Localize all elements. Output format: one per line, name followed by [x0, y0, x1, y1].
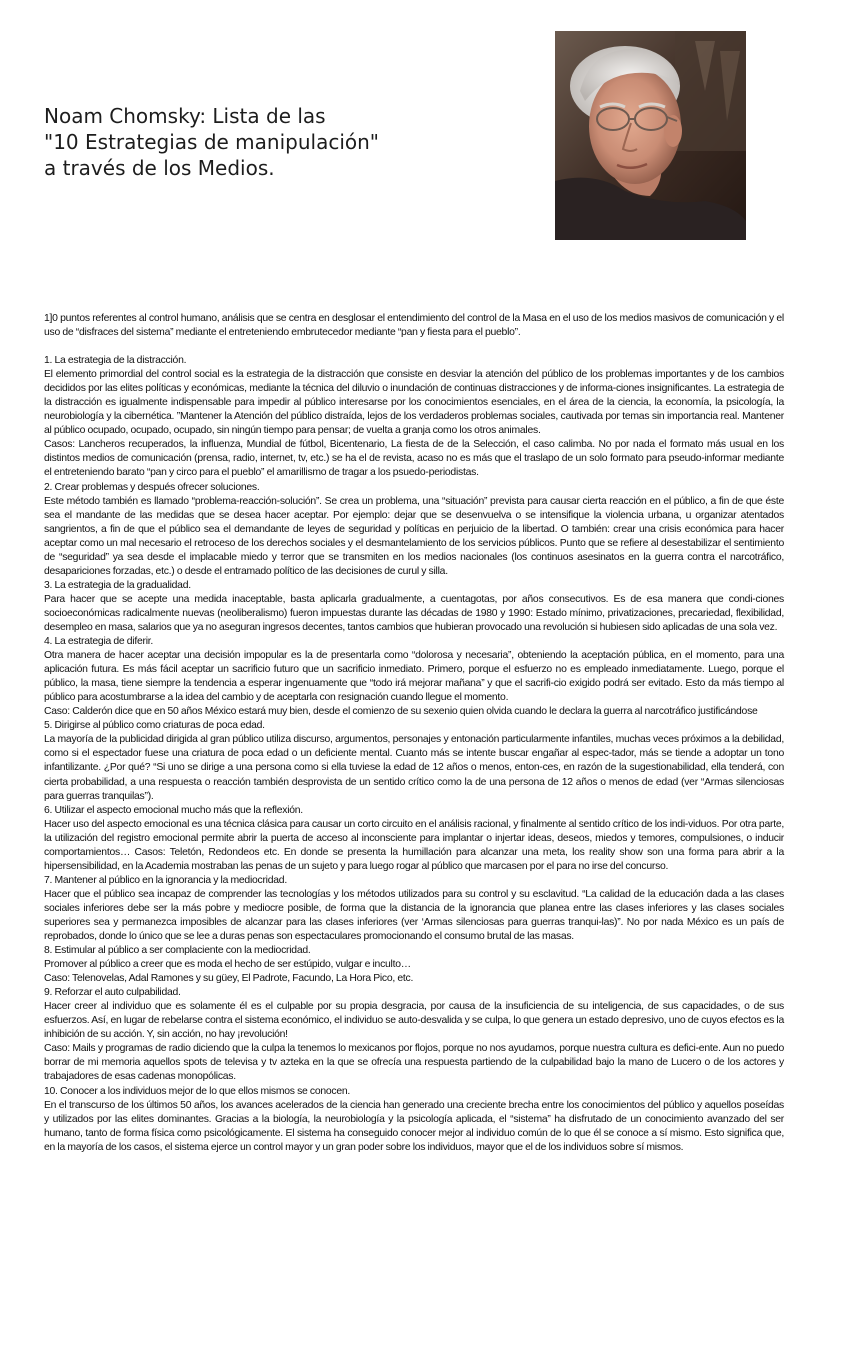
portrait-photo [555, 31, 746, 240]
section-heading: 1. La estrategia de la distracción. [44, 355, 187, 367]
section-heading: 5. Dirigirse al público como criaturas de poca edad. [44, 720, 265, 732]
portrait-icon [555, 31, 746, 240]
title-line-3: a través de los Medios. [44, 156, 275, 180]
page-title [44, 103, 484, 181]
section-paragraph: La mayoría de la publicidad dirigida al gran público utiliza discurso, argumentos, personajes y entonación particularmente infantiles, muchas veces próximos a la debilidad, como si el espectador fuese una criatura de poca edad o un deficiente mental. Cuanto más se intente buscar engañar al espec-tador, más se tiende a adoptar un tono infantilizante. ¿Por qué? “Si uno se dirige a una persona como si ella tuviese la edad de 12 años o menos, enton-ces, en razón de la sugestionabilidad, ella tenderá, con cierta probabilidad, a una respuesta o reacción también desprovista de un sentido crítico como la de una persona de 12 años o menos de edad (ver “Armas silenciosas para guerras tranquilas”). [44, 734, 784, 802]
section-paragraph: Hacer que el público sea incapaz de comprender las tecnologías y los métodos utilizados para su control y su esclavitud. “La calidad de la educación dada a las clases sociales inferiores debe ser la más pobre y mediocre posible, de forma que la distancia de la ignorancia que planea entre las clases inferiores y las clases sociales superiores sea y permanezca imposibles de alcanzar para las clases inferiores (ver ‘Armas silenciosas para guerras tranqui-las)”. No por nada México es un país de reprobados, donde lo único que se lee a duras penas son espectaculares promocionando el consumo brutal de las masas. [44, 888, 784, 943]
title-line-2: "10 Estrategias de manipulación" [44, 130, 379, 154]
section-heading: 6. Utilizar el aspecto emocional mucho más que la reflexión. [44, 804, 303, 816]
section-paragraph: Para hacer que se acepte una medida inaceptable, basta aplicarla gradualmente, a cuentagotas, por años consecutivos. Es de esa manera que condi-ciones socioeconómicas radicalmente nuevas (neoliberalismo) fueron impuestas durante las décadas de 1980 y 1990: Estado mínimo, privatizaciones, precariedad, flexibilidad, desempleo en masa, salarios que ya no aseguran ingresos decentes, tantos cambios que hubieran provocado una revolución si hubiesen sido aplicadas de una sola vez. [44, 593, 784, 633]
sections-list [44, 354, 784, 1155]
section-heading: 7. Mantener al público en la ignorancia y la mediocridad. [44, 874, 287, 886]
section-paragraph: El elemento primordial del control social es la estrategia de la distracción que consiste en desviar la atención del público de los problemas importantes y de los cambios decididos por las elites políticas y económicas, mediante la técnica del diluvio o inundación de continuas distracciones y de informa-ciones insignificantes. La estrategia de la distracción es igualmente indispensable para impedir al público interesarse por los conocimientos esenciales, en el área de la ciencia, la economía, la psicología, la neurobiología y la cibernética. ”Mantener la Atención del público distraída, lejos de los verdaderos problemas sociales, cautivada por temas sin importancia real. Mantener al público ocupado, ocupado, ocupado, sin ningún tiempo para pensar; de vuelta a granja como los otros animales. [44, 369, 784, 437]
section-paragraph: Este método también es llamado “problema-reacción-solución”. Se crea un problema, una “situación” prevista para causar cierta reacción en el público, a fin de que éste sea el mandante de las medidas que se desea hacer aceptar. Por ejemplo: dejar que se desenvuelva o se intensifique la violencia urbana, u organizar atentados sangrientos, a fin de que el público sea el demandante de leyes de seguridad y políticas en perjuicio de la libertad. O también: crear una crisis económica para hacer aceptar como un mal necesario el retroceso de los derechos sociales y el desmantelamiento de los servicios públicos. Punto que se refiere al desestabilizar el sentimiento de “seguridad” ya sea desde el implacable miedo y terror que se transmiten en los medios nacionales (los continuos asesinatos en la guerra contra el narcotráfico, desapariciones forzadas, etc.) o desde el entramado político de las decisiones de curul y silla. [44, 495, 784, 577]
section-paragraph: Caso: Calderón dice que en 50 años México estará muy bien, desde el comienzo de su sexenio quien olvida cuando le declara la guerra al narcotráfico justificándose [44, 706, 758, 718]
section-paragraph: Hacer uso del aspecto emocional es una técnica clásica para causar un corto circuito en el análisis racional, y finalmente al sentido crítico de los indi-viduos. Por otra parte, la utilización del registro emocional permite abrir la puerta de acceso al inconsciente para implantar o injertar ideas, deseos, miedos y temores, compulsiones, o inducir comportamientos… Casos: Teletón, Redondeos etc. En donde se presenta la humillación para alcanzar una meta, los reality show son una forma para abrir a la hipersensibilidad, en la Academia mostraban las penas de un sujeto y para luego rogar al público que marcasen por el para no irse del concurso. [44, 818, 784, 872]
section-heading: 4. La estrategia de diferir. [44, 636, 154, 648]
article-body [44, 312, 784, 1155]
section-heading: 10. Conocer a los individuos mejor de lo que ellos mismos se conocen. [44, 1085, 351, 1097]
title-line-1: Noam Chomsky: Lista de las [44, 104, 326, 128]
section-heading: 3. La estrategia de la gradualidad. [44, 579, 191, 591]
section-paragraph: Casos: Lancheros recuperados, la influenza, Mundial de fútbol, Bicentenario, La fiesta de de la Selección, el caso calimba. No por nada el formato más usual en los distintos medios de comunicación (prensa, radio, internet, tv, etc.) se ha el de revista, acaso no es más que el traslapo de un solo formato para pseudo-informar mediante el entreteniendo barato “pan y circo para el pueblo” el amarillismo de tragar a los psuedo-periodistas. [44, 439, 784, 479]
section-paragraph: Otra manera de hacer aceptar una decisión impopular es la de presentarla como “dolorosa y necesaria”, obteniendo la aceptación pública, en el momento, para una aplicación futura. Es más fácil aceptar un sacrificio futuro que un sacrificio inmediato. Primero, porque el esfuerzo no es empleado inmediatamente. Luego, porque el público, la masa, tiene siempre la tendencia a esperar ingenuamente que “todo irá mejorar mañana” y que el sacrifi-cio exigido podrá ser evitado. Esto da más tiempo al público para acostumbrarse a la idea del cambio y de aceptarla con resignación cuando llegue el momento. [44, 650, 784, 704]
section-paragraph: Hacer creer al individuo que es solamente él es el culpable por su propia desgracia, por causa de la insuficiencia de su inteligencia, de sus capacidades, o de sus esfuerzos. Así, en lugar de rebelarse contra el sistema económico, el individuo se auto-desvalida y se culpa, lo que genera un estado depresivo, uno de cuyos efectos es la inhibición de su acción. Y, sin acción, no hay ¡revolución! [44, 1001, 784, 1041]
section-paragraph: Caso: Mails y programas de radio diciendo que la culpa la tenemos lo mexicanos por flojos, porque no nos ayudamos, porque nuestra cultura es defici-ente. Aun no puedo borrar de mi memoria aquellos spots de televisa y tv azteka en la que se ofrecía una respuesta partiendo de la culpabilidad bajo la mano de Lucero o de los actores y trabajadores de esas cadenas monopólicas. [44, 1043, 784, 1083]
section-heading: 9. Reforzar el auto culpabilidad. [44, 987, 181, 999]
section-heading: 8. Estimular al público a ser complaciente con la mediocridad. [44, 945, 311, 957]
section-paragraph: Promover al público a creer que es moda el hecho de ser estúpido, vulgar e inculto… [44, 959, 411, 971]
section-heading: 2. Crear problemas y después ofrecer soluciones. [44, 481, 260, 493]
intro-paragraph: 1]0 puntos referentes al control humano, análisis que se centra en desglosar el entendimiento del control de la Masa en el uso de los medios masivos de comunicación y el uso de “disfraces del sistema” mediante el entreteniendo embrutecedor mediante “pan y fiesta para el pueblo”. [44, 313, 784, 339]
section-paragraph: En el transcurso de los últimos 50 años, los avances acelerados de la ciencia han generado una creciente brecha entre los conocimientos del público y aquellos poseídas y utilizados por las elites dominantes. Gracias a la biología, la neurobiología y la psicología aplicada, el “sistema” ha disfrutado de un conocimiento avanzado del ser humano, tanto de forma física como psicológicamente. El sistema ha conseguido conocer mejor al individuo común de lo que él se conoce a sí mismo. Esto significa que, en la mayoría de los casos, el sistema ejerce un control mayor y un gran poder sobre los individuos, mayor que el de los individuos sobre sí mismos. [44, 1099, 784, 1153]
section-paragraph: Caso: Telenovelas, Adal Ramones y su güey, El Padrote, Facundo, La Hora Pico, etc. [44, 973, 414, 985]
